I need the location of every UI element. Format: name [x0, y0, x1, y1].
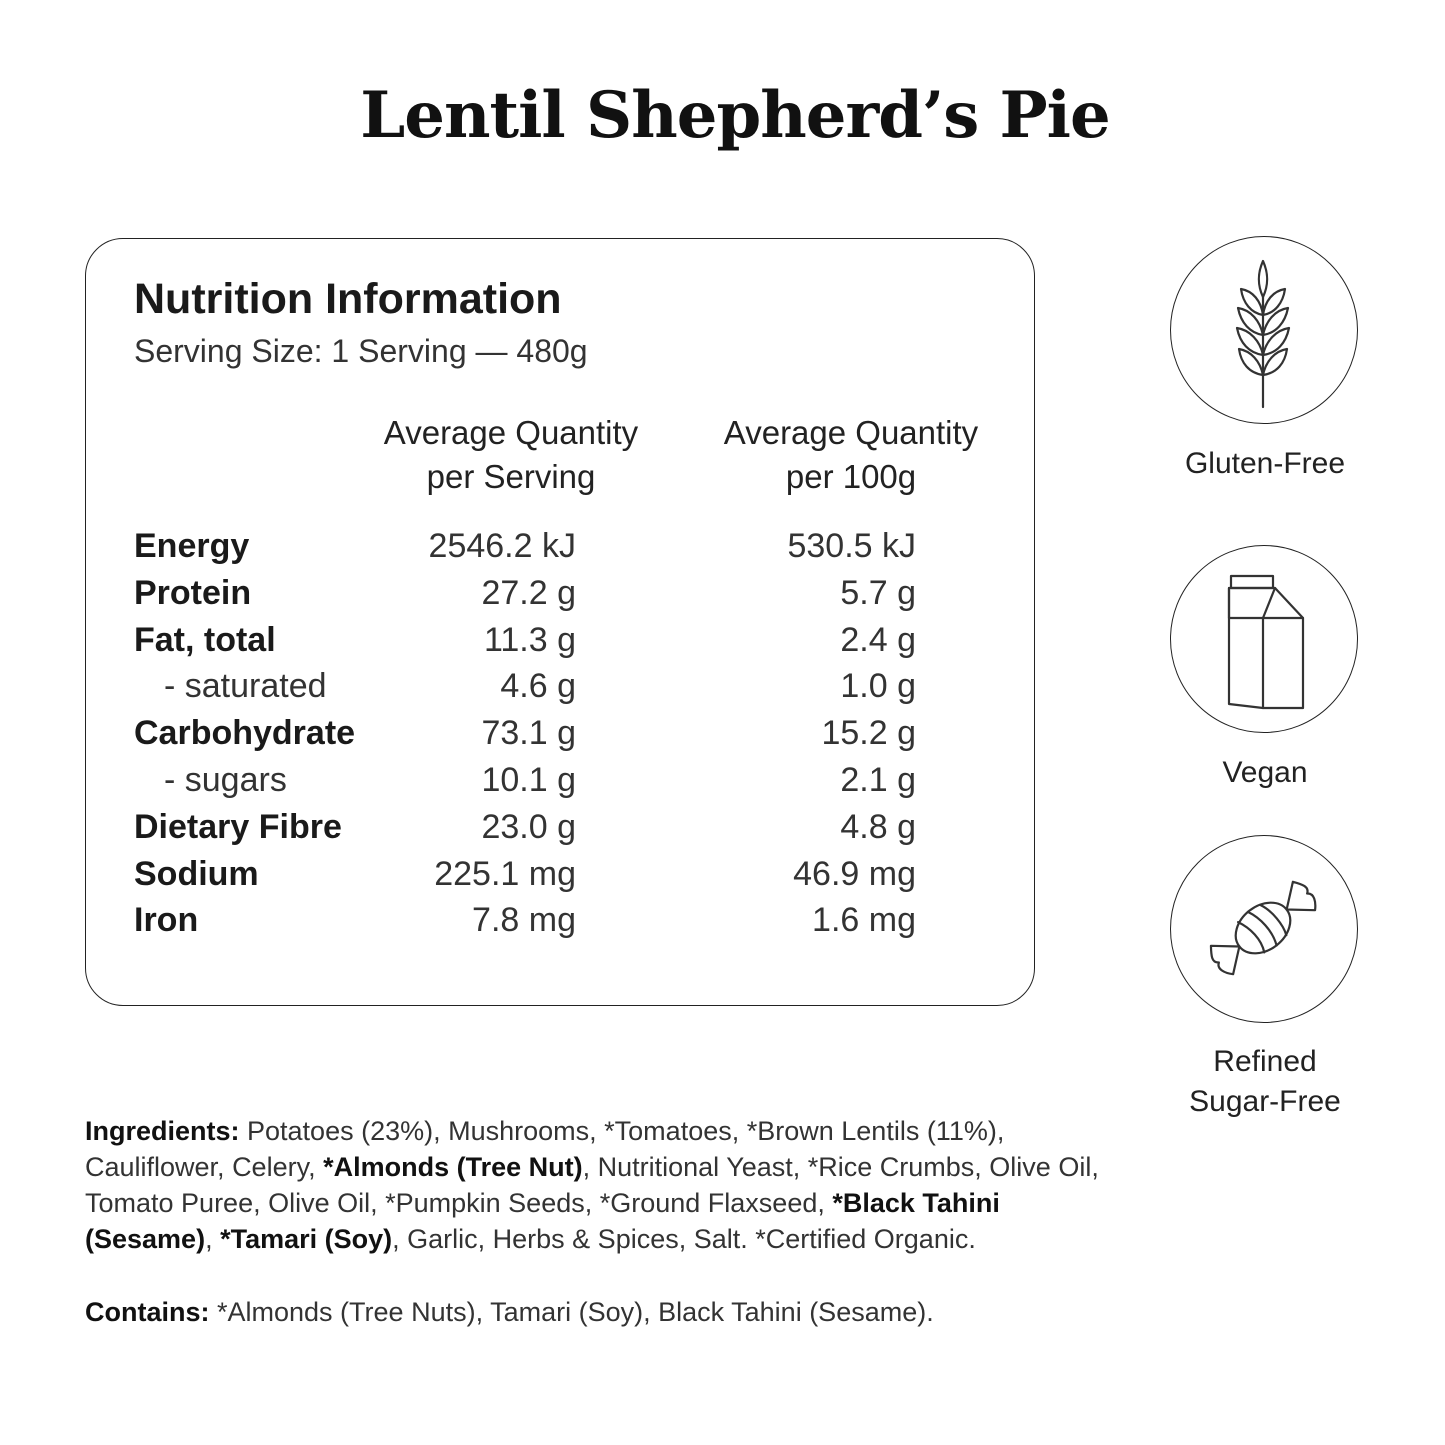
ingredients-text: [85, 1113, 1125, 1257]
nutrient-name: - sugars: [164, 760, 287, 799]
nutrient-name: Fat, total: [134, 620, 276, 659]
allergen-tahini: *Black Tahini (Sesame): [85, 1188, 1000, 1254]
ingredients-part: , Nutritional Yeast, *Rice Crumbs, Olive Oil, Tomato Puree, Olive Oil, *Pumpkin Seeds, *Ground Flaxseed,: [85, 1152, 1099, 1218]
nutrient-name: Energy: [134, 527, 250, 565]
page-title: Lentil Shepherd’s Pie: [360, 78, 1110, 153]
nutrition-row: [134, 851, 994, 898]
gluten-free-badge: [1170, 236, 1358, 424]
nutrition-row: [134, 570, 994, 617]
nutrition-row: [134, 757, 994, 804]
nutrient-name: Protein: [134, 573, 252, 612]
per-serving-header-line1: Average Quantity: [383, 414, 639, 451]
per-100g-value: 1.0 g: [840, 667, 916, 706]
nutrition-row: [134, 617, 994, 664]
per-serving-value: 2546.2 kJ: [428, 527, 576, 565]
per-100g-value: 530.5 kJ: [787, 527, 916, 565]
nutrition-row: [134, 804, 994, 851]
per-serving-value: 11.3 g: [483, 620, 576, 659]
per-serving-value: 7.8 mg: [472, 901, 576, 940]
nutrition-row: [134, 897, 994, 944]
nutrition-row: [134, 663, 994, 710]
per-100g-header: [701, 411, 1001, 499]
ingredients-part: Potatoes (23%), Mushrooms, *Tomatoes, *Brown Lentils (11%), Cauliflower, Celery,: [85, 1116, 1005, 1182]
nutrition-row: [134, 523, 994, 570]
sugar-free-label-line2: Sugar-Free: [1189, 1085, 1341, 1118]
per-100g-value: 4.8 g: [840, 807, 916, 846]
per-100g-value: 2.1 g: [840, 760, 916, 799]
per-serving-value: 27.2 g: [481, 573, 576, 612]
sugar-free-badge: [1170, 835, 1358, 1023]
nutrition-row: [134, 710, 994, 757]
sugar-free-label-line1: Refined: [1213, 1045, 1317, 1078]
nutrient-name: - saturated: [164, 667, 327, 706]
allergen-tamari: *Tamari (Soy): [220, 1224, 393, 1254]
contains-text: [85, 1294, 1125, 1330]
nutrition-rows: [134, 523, 994, 944]
nutrient-name: Carbohydrate: [134, 714, 356, 753]
sugar-free-label: [1140, 1042, 1390, 1122]
ingredients-part: , Garlic, Herbs & Spices, Salt. *Certified Organic.: [392, 1224, 976, 1254]
serving-size: Serving Size: 1 Serving — 480g: [134, 333, 588, 369]
per-100g-header-line2: per 100g: [785, 458, 917, 495]
ingredients-label: Ingredients:: [85, 1116, 240, 1146]
contains-list: *Almonds (Tree Nuts), Tamari (Soy), Black Tahini (Sesame).: [209, 1297, 934, 1327]
contains-label: Contains:: [85, 1297, 210, 1327]
per-serving-value: 73.1 g: [481, 714, 576, 753]
per-100g-header-line1: Average Quantity: [723, 414, 979, 451]
per-serving-header: [361, 411, 661, 499]
nutrient-name: Sodium: [134, 854, 259, 893]
nutrient-name: Iron: [134, 901, 199, 940]
per-serving-header-line2: per Serving: [426, 458, 596, 495]
per-serving-value: 225.1 mg: [434, 854, 576, 893]
per-100g-value: 46.9 mg: [793, 854, 916, 893]
per-100g-value: 15.2 g: [821, 714, 916, 753]
nutrition-heading: Nutrition Information: [134, 275, 562, 323]
per-100g-value: 2.4 g: [840, 620, 916, 659]
per-serving-value: 4.6 g: [500, 667, 576, 706]
wheat-icon: [1171, 237, 1356, 422]
ingredients-part: ,: [205, 1224, 221, 1254]
candy-icon: [1171, 836, 1356, 1021]
nutrition-panel: [85, 238, 1035, 1006]
milk-carton-icon: [1171, 546, 1356, 731]
gluten-free-label: Gluten-Free: [1184, 447, 1346, 480]
allergen-almonds: *Almonds (Tree Nut): [323, 1152, 583, 1182]
vegan-label: Vegan: [1222, 756, 1308, 789]
per-100g-value: 1.6 mg: [812, 901, 916, 940]
per-serving-value: 23.0 g: [481, 807, 576, 846]
per-serving-value: 10.1 g: [481, 760, 576, 799]
nutrient-name: Dietary Fibre: [134, 807, 342, 846]
vegan-badge: [1170, 545, 1358, 733]
per-100g-value: 5.7 g: [840, 573, 916, 612]
